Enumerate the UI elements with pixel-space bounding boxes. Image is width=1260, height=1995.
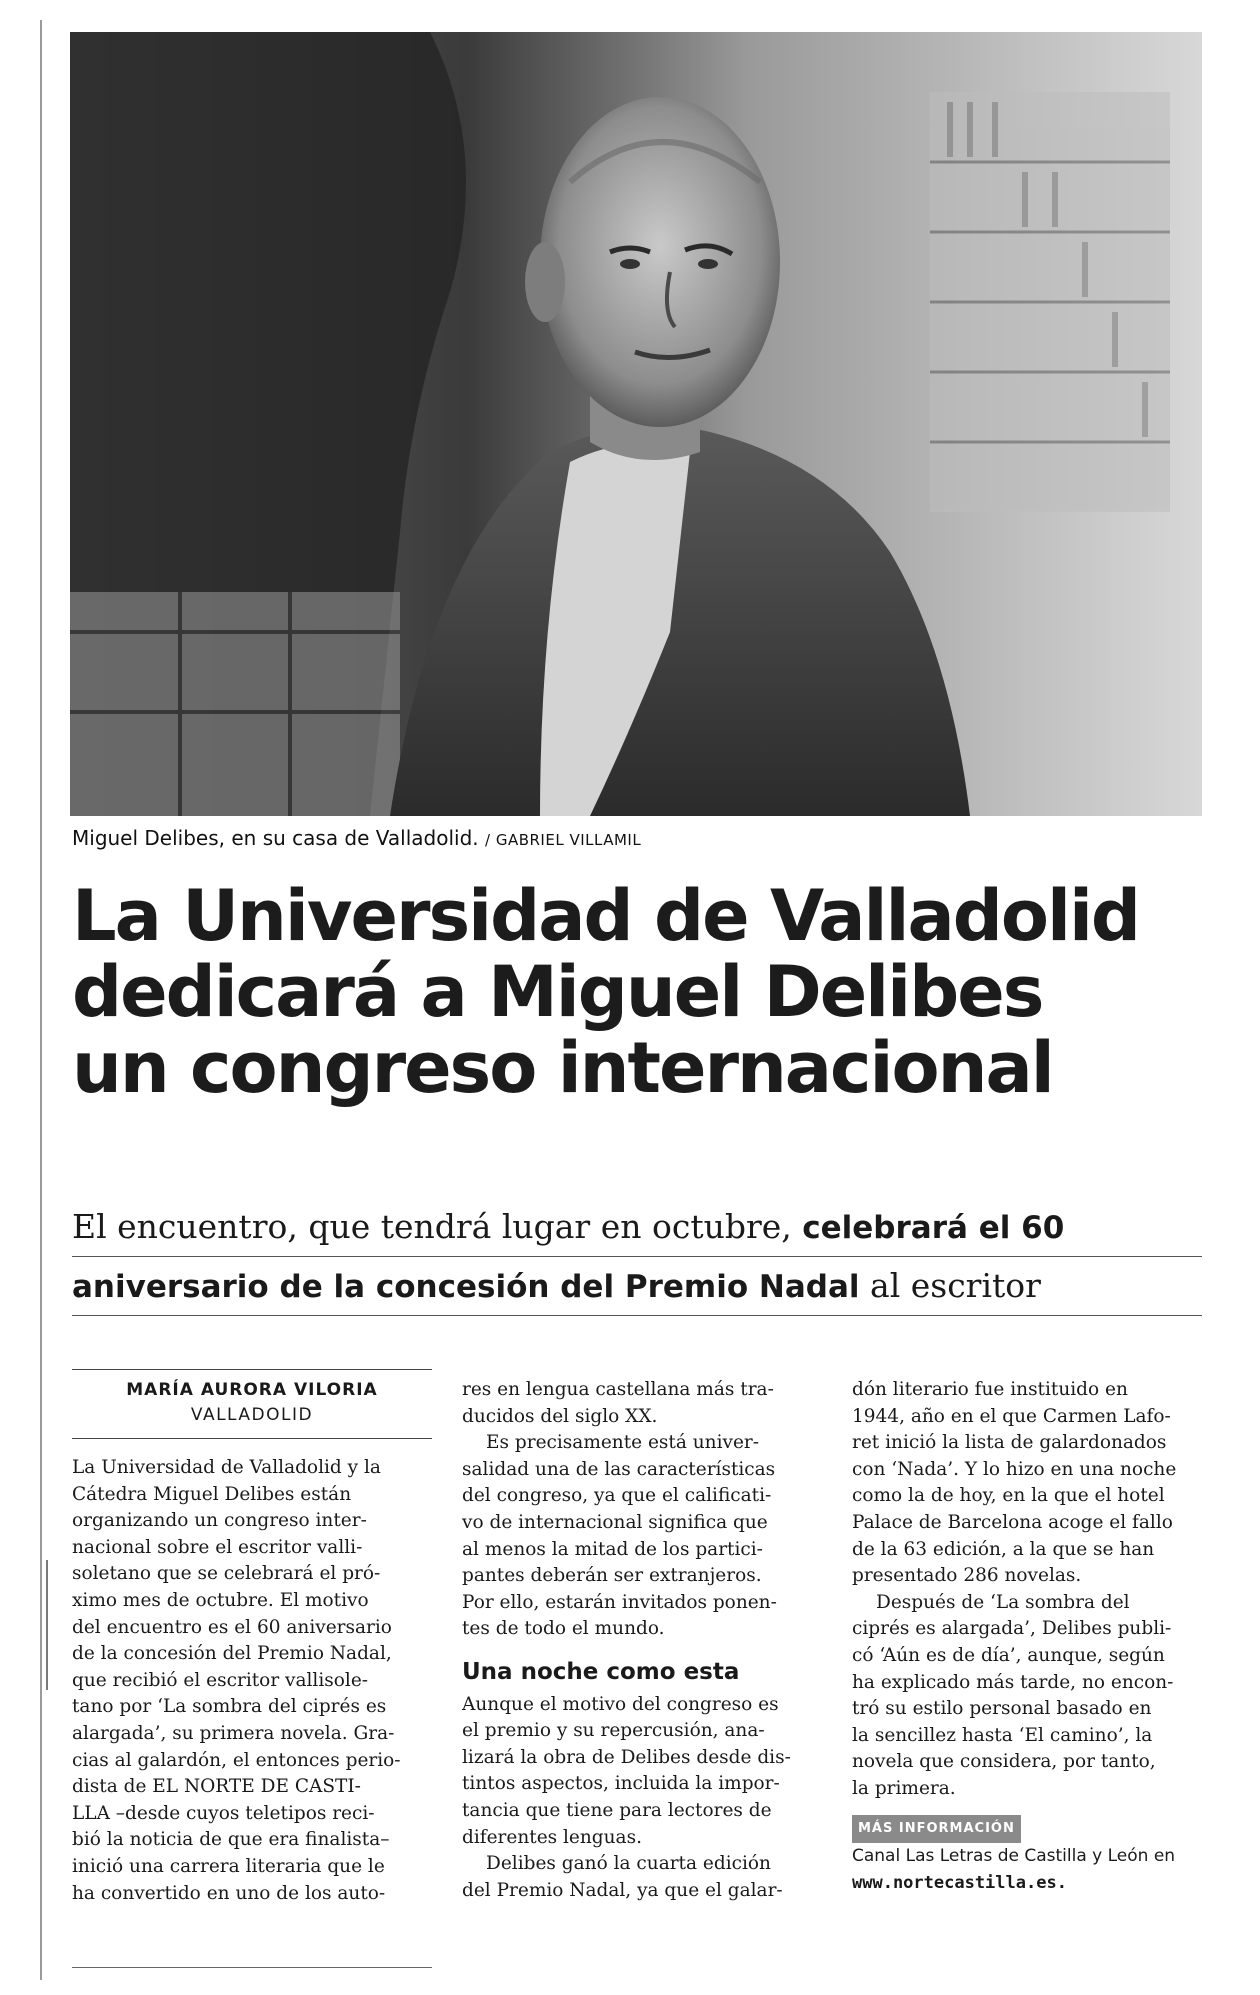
column-bottom-rule xyxy=(72,1967,432,1968)
text-line: ret inició la lista de galardonados xyxy=(852,1432,1167,1454)
text-line: có ‘Aún es de día’, aunque, según xyxy=(852,1644,1165,1666)
text-line: Delibes ganó la cuarta edición xyxy=(486,1853,771,1875)
text-line: bió la noticia de que era finalista– xyxy=(72,1829,390,1851)
text-line: res en lengua castellana más tra- xyxy=(462,1379,774,1400)
subheadline-bold-1: celebrará el 60 xyxy=(802,1210,1065,1246)
article-column-2 xyxy=(462,1377,824,1904)
text-line: la primera. xyxy=(852,1777,956,1799)
byline-author: MARÍA AURORA VILORIA xyxy=(126,1380,378,1400)
text-line: Por ello, estarán invitados ponen- xyxy=(462,1591,777,1613)
text-line: lizará la obra de Delibes desde dis- xyxy=(462,1746,791,1768)
text-line: inició una carrera literaria que le xyxy=(72,1855,385,1877)
text-line: presentado 286 novelas. xyxy=(852,1565,1082,1587)
text-line: alargada’, su primera novela. Gra- xyxy=(72,1722,395,1744)
text-line: ximo mes de octubre. El motivo xyxy=(72,1589,369,1611)
headline-line-2: dedicará a Miguel Delibes xyxy=(72,951,1043,1033)
photo-portrait-illustration xyxy=(70,32,1202,816)
text-line: tancia que tiene para lectores de xyxy=(462,1799,772,1821)
text-line: del congreso, ya que el calificati- xyxy=(462,1485,772,1507)
byline-place: VALLADOLID xyxy=(190,1405,314,1425)
photo-credit: / GABRIEL VILLAMIL xyxy=(485,831,642,849)
headline-line-3: un congreso internacional xyxy=(72,1027,1053,1109)
article-photo xyxy=(70,32,1202,816)
caption-text: Miguel Delibes, en su casa de Valladolid. xyxy=(72,826,479,850)
scan-edge-mark xyxy=(46,1560,48,1690)
photo-caption xyxy=(72,826,1172,850)
subheadline-line-1 xyxy=(72,1198,1202,1257)
text-line: tró su estilo personal basado en xyxy=(852,1698,1152,1720)
article-column-3 xyxy=(852,1377,1214,1896)
scan-edge-line xyxy=(40,20,42,1980)
byline-top-rule xyxy=(72,1369,432,1370)
text-line: de la 63 edición, a la que se han xyxy=(852,1538,1155,1560)
text-line: del encuentro es el 60 aniversario xyxy=(72,1616,392,1638)
text-line: que recibió el escritor vallisole- xyxy=(72,1669,369,1691)
subheadline-line-2 xyxy=(72,1257,1202,1316)
text-line: soletano que se celebrará el pró- xyxy=(72,1563,381,1585)
text-line: tano por ‘La sombra del ciprés es xyxy=(72,1696,387,1718)
byline-bottom-rule xyxy=(72,1438,432,1439)
text-line: ciprés es alargada’, Delibes publi- xyxy=(852,1618,1172,1640)
text-line: la sencillez hasta ‘El camino’, la xyxy=(852,1724,1153,1746)
text-line: ha convertido en uno de los auto- xyxy=(72,1882,386,1904)
subheadline-bold-2: aniversario de la concesión del Premio Nadal xyxy=(72,1269,860,1305)
subheadline-regular-2: al escritor xyxy=(859,1266,1041,1305)
text-line: del Premio Nadal, ya que el galar- xyxy=(462,1879,783,1901)
headline xyxy=(72,875,1202,1109)
subheadline xyxy=(72,1198,1202,1316)
text-line: salidad una de las características xyxy=(462,1458,776,1480)
more-info-link[interactable]: www.nortecastilla.es. xyxy=(852,1872,1067,1893)
text-line: Palace de Barcelona acoge el fallo xyxy=(852,1511,1173,1533)
text-line: La Universidad de Valladolid y la xyxy=(72,1457,381,1478)
more-info-text: Canal Las Letras de Castilla y León en xyxy=(852,1846,1176,1867)
text-line: pantes deberán ser extranjeros. xyxy=(462,1565,762,1587)
text-line: ducidos del siglo XX. xyxy=(462,1405,658,1427)
text-line: Cátedra Miguel Delibes están xyxy=(72,1483,352,1505)
text-line: LLA –desde cuyos teletipos reci- xyxy=(72,1802,375,1824)
text-line: Después de ‘La sombra del xyxy=(876,1591,1130,1613)
text-line: nacional sobre el escritor valli- xyxy=(72,1536,363,1558)
text-line: Es precisamente está univer- xyxy=(486,1432,760,1454)
text-line: tes de todo el mundo. xyxy=(462,1618,665,1640)
text-line: al menos la mitad de los partici- xyxy=(462,1538,763,1560)
text-line: 1944, año en el que Carmen Lafo- xyxy=(852,1405,1171,1427)
text-line: como la de hoy, en la que el hotel xyxy=(852,1485,1165,1507)
byline xyxy=(72,1378,432,1428)
text-line: vo de internacional significa que xyxy=(462,1511,768,1533)
text-line: cias al galardón, el entonces perio- xyxy=(72,1749,401,1771)
text-line: dón literario fue instituido en xyxy=(852,1379,1128,1400)
text-line: de la concesión del Premio Nadal, xyxy=(72,1643,392,1665)
more-info-badge: MÁS INFORMACIÓN xyxy=(852,1815,1021,1844)
text-line: Aunque el motivo del congreso es xyxy=(462,1693,779,1715)
text-line: con ‘Nada’. Y lo hizo en una noche xyxy=(852,1458,1177,1480)
text-line: tintos aspectos, incluida la impor- xyxy=(462,1773,780,1795)
subheadline-regular-1: El encuentro, que tendrá lugar en octubre, xyxy=(72,1207,803,1246)
article-column-1 xyxy=(72,1455,434,1907)
section-subtitle: Una noche como esta xyxy=(462,1658,740,1685)
headline-line-1: La Universidad de Valladolid xyxy=(72,875,1140,957)
text-line: diferentes lenguas. xyxy=(462,1826,642,1848)
text-line: el premio y su repercusión, ana- xyxy=(462,1720,765,1742)
text-line: novela que considera, por tanto, xyxy=(852,1751,1156,1773)
text-line: ha explicado más tarde, no encon- xyxy=(852,1671,1174,1693)
text-line: dista de EL NORTE DE CASTI- xyxy=(72,1776,361,1798)
text-line: organizando un congreso inter- xyxy=(72,1510,367,1532)
